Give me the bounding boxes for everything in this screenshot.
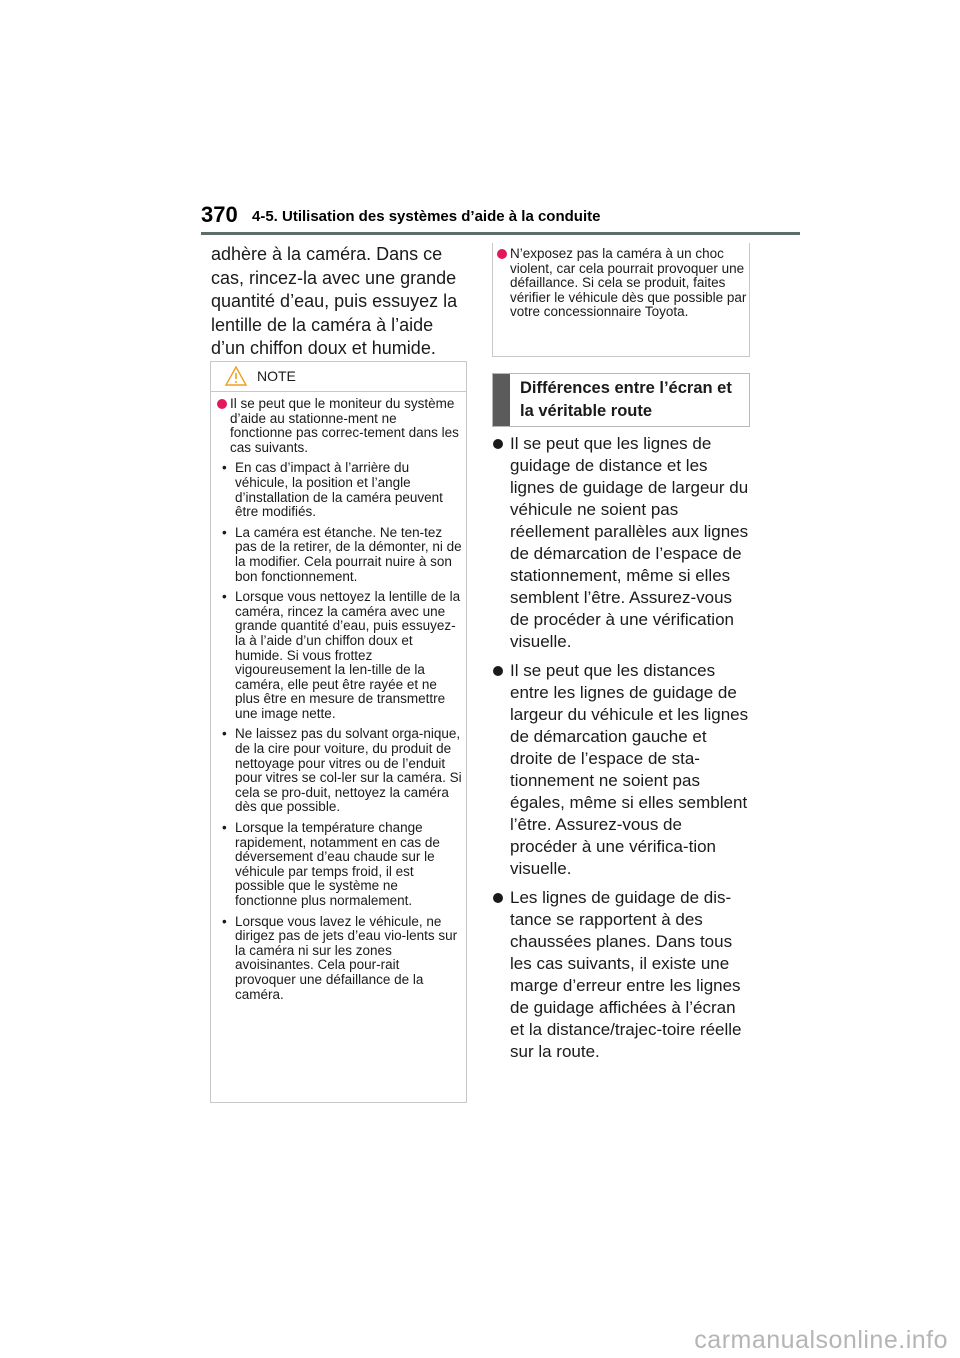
bullet-icon: •: [222, 460, 227, 476]
note-header: [211, 362, 466, 392]
note-sub-item-text: Lorsque vous nettoyez la lentille de la caméra, rincez la caméra avec une grande quantité d’eau, puis essuyez-la à l’aide d’un chiffon doux et humide. Si vous frottez vigoureusement la len-tille de la caméra, elle peut être rayée et ne plus être en mesure de transmettre une image nette.: [235, 589, 461, 721]
subsection-heading-bar: [493, 374, 510, 426]
bullet-icon: •: [222, 726, 227, 742]
note-continued-box: [492, 243, 750, 357]
bullet-icon: •: [222, 524, 227, 540]
red-bullet-icon: [497, 249, 507, 259]
note-lead-item: [217, 397, 462, 455]
intro-paragraph: adhère à la caméra. Dans ce cas, rincez-la avec une grande quantité d’eau, puis essuyez la lentille de la caméra à l’aide d’un chiffon doux et humide.: [211, 244, 458, 358]
note-sub-item-text: Lorsque la température change rapidement, notamment en cas de déversement d’eau chaude sur le véhicule par temps froid, il est possible que le système ne fonctionne plus normalement.: [235, 820, 440, 908]
list-item-text: Il se peut que les distances entre les lignes de guidage de largeur du véhicule et les lignes de démarcation gauche et droite de l’espace de sta-tionnement ne soient pas égales, même si elles semblent l’être. Assurez-vous de procéder à une vérifica-tion visuelle.: [510, 661, 749, 878]
section-title: 4-5. Utilisation des systèmes d’aide à la conduite: [252, 208, 601, 225]
bullet-icon: •: [222, 820, 227, 836]
page-number: 370: [201, 202, 238, 227]
red-bullet-icon: [217, 399, 227, 409]
list-item: [492, 660, 752, 880]
note-continued-text: N’exposez pas la caméra à un choc violent, car cela pourrait provoquer une défaillance. Si cela se produit, faites vérifier le véhicule dès que possible par votre concessionnaire Toyota.: [510, 246, 747, 320]
header-rule: [201, 232, 800, 235]
note-sub-item-text: La caméra est étanche. Ne ten-tez pas de la retirer, de la démonter, ni de la modifier. Cela pourrait nuire à son bon fonctionnement.: [235, 524, 462, 584]
note-sub-item: [217, 821, 462, 909]
subsection-heading-text: Différences entre l’écran et la véritable route: [520, 379, 732, 420]
bullet-icon: •: [222, 913, 227, 929]
note-lead-text: Il se peut que le moniteur du système d’aide au stationne-ment ne fonctionne pas correc-tement dans les cas suivants.: [230, 396, 459, 455]
note-sub-item: [217, 526, 462, 584]
note-sub-item: [217, 727, 462, 815]
warning-triangle-icon: [225, 366, 247, 386]
note-continued-item: [497, 247, 756, 320]
note-sub-item: [217, 915, 462, 1003]
note-label: NOTE: [257, 368, 296, 384]
note-sub-item: [217, 461, 462, 519]
list-item-text: Il se peut que les lignes de guidage de distance et les lignes de guidage de largeur du véhicule ne soient pas réellement parallèles aux lignes de démarcation de l’espace de stationnement, même si elles semblent l’être. Assurez-vous de procéder à une vérification visuelle.: [510, 434, 749, 651]
bullet-icon: [493, 893, 503, 903]
note-body: [217, 397, 462, 1008]
subsection-list: [492, 433, 752, 1070]
watermark-text: carmanualsonline.info: [694, 1326, 948, 1354]
subsection-heading: [492, 373, 750, 427]
note-sub-item-text: En cas d’impact à l’arrière du véhicule, la position et l’angle d’installation de la caméra peuvent être modifiés.: [235, 460, 443, 520]
note-box: [210, 361, 467, 1103]
note-sub-item: [217, 590, 462, 721]
bullet-icon: •: [222, 589, 227, 605]
bullet-icon: [493, 439, 503, 449]
list-item: [492, 887, 752, 1063]
note-sub-item-text: Ne laissez pas du solvant orga-nique, de la cire pour voiture, du produit de nettoyage pour vitres ou de l’enduit pour vitres se col-ler sur la caméra. Si cela se pro-duit, nettoyez la caméra dès que possible.: [235, 726, 462, 815]
bullet-icon: [493, 666, 503, 676]
note-sub-item-text: Lorsque vous lavez le véhicule, ne dirigez pas de jets d’eau vio-lents sur la caméra ni sur les zones avoisinantes. Cela pour-rait provoquer une défaillance de la caméra.: [235, 913, 458, 1002]
list-item-text: Les lignes de guidage de dis-tance se rapportent à des chaussées planes. Dans tous les cas suivants, il existe une marge d’erreur entre les lignes de guidage affichées à l’écran et la distance/trajec-toire réelle sur la route.: [510, 888, 742, 1061]
watermark-bar: [0, 1322, 960, 1358]
list-item: [492, 433, 752, 653]
